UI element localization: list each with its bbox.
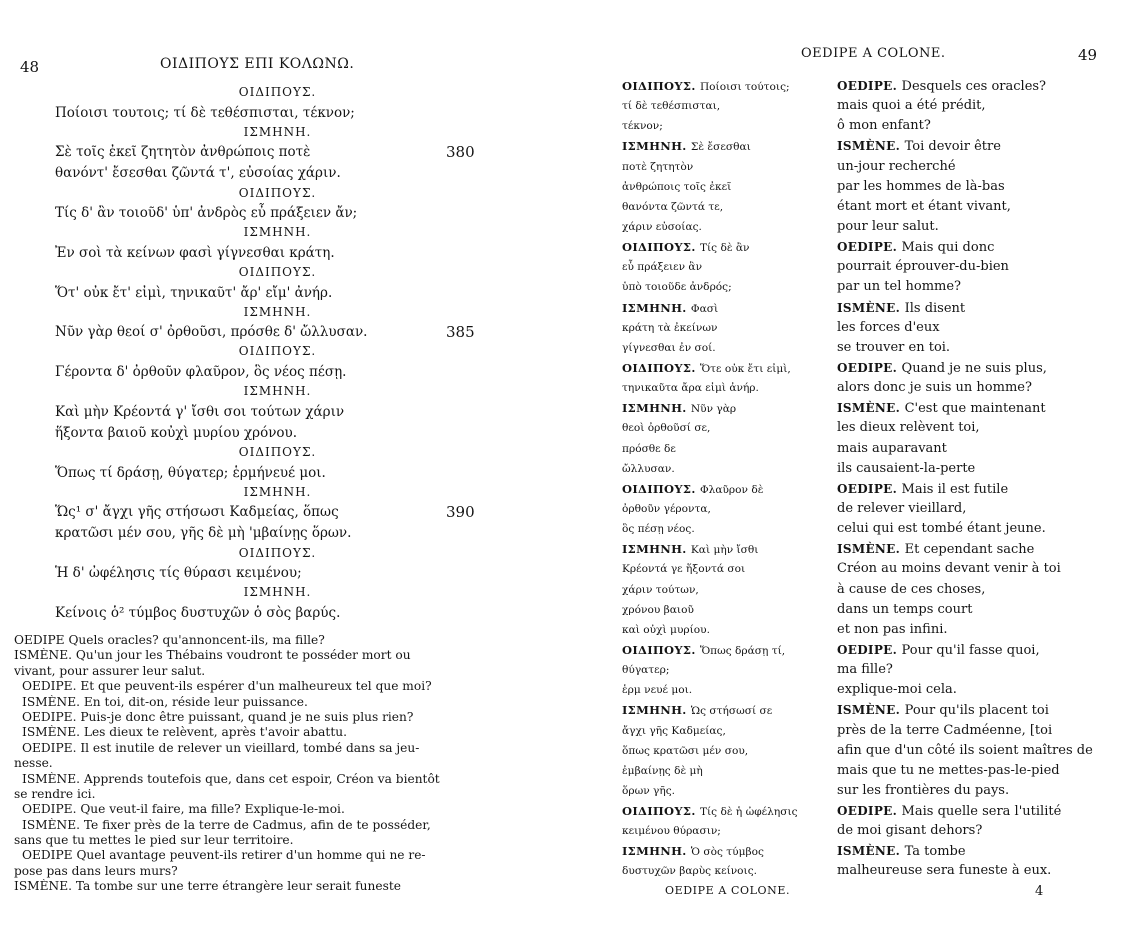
prose-line: ISMÈNE. Te fixer près de la terre de Cadmus, afin de te posséder,: [22, 817, 431, 832]
verse-line: [0, 563, 555, 584]
interlinear-line: [837, 600, 1097, 620]
line-text: δυστυχῶν βαρὺς κείνοις.: [622, 865, 757, 878]
line-text: θύγατερ;: [622, 664, 670, 677]
line-text: Ὅπως δράσῃ τί,: [699, 644, 786, 657]
interlinear-line: [837, 761, 1097, 781]
prose-line: nesse.: [14, 756, 53, 771]
line-text: Quand je ne suis plus,: [901, 360, 1047, 376]
line-text: χάριν τούτων,: [622, 583, 699, 596]
speaker-heading: ΟΙΔΙΠΟΥΣ.: [238, 265, 317, 279]
line-text: γίγνεσθαι ἐν σοί.: [622, 341, 716, 354]
right-running-head: OEDIPE A COLONE.: [801, 46, 946, 61]
line-text: Et cependant sache: [904, 542, 1035, 558]
line-text: dans un temps court: [837, 601, 973, 617]
speaker-label: OEDIPE.: [837, 240, 902, 255]
line-number: 380: [446, 143, 475, 162]
interlinear-line: [622, 358, 832, 378]
prose-line: ISMÈNE. En toi, dit-on, réside leur puissance.: [22, 694, 308, 709]
prose-line: OEDIPE. Il est inutile de relever un vieillard, tombé dans sa jeu-: [22, 740, 420, 755]
verse-line: [0, 142, 555, 163]
interlinear-line: [837, 459, 1097, 479]
line-text: κράτη τὰ ἐκείνων: [622, 321, 718, 334]
interlinear-line: [837, 640, 1097, 660]
prose-line: se rendre ici.: [14, 786, 96, 801]
speaker-label: ΙΣΜΗΝΗ.: [622, 300, 691, 315]
speaker-label: ISMÈNE.: [837, 139, 905, 154]
interlinear-line: [622, 318, 832, 338]
verse-line: [0, 203, 555, 224]
line-text: Pour qu'ils placent toi: [904, 703, 1049, 719]
speaker-label: ΙΣΜΗΝΗ.: [622, 844, 691, 859]
french-interlinear-column: [837, 76, 1097, 882]
line-text: explique-moi cela.: [837, 682, 957, 698]
line-text: Σὲ ἔσεσθαι: [690, 141, 751, 154]
line-text: ὃς πέσῃ νέος.: [622, 523, 695, 536]
speaker-label: ΙΣΜΗΝΗ.: [622, 139, 691, 154]
verse-line: [0, 362, 555, 383]
verse-text: Σὲ τοῖς ἐκεῖ ζητητὸν ἀνθρώποις ποτὲ: [55, 144, 311, 161]
interlinear-line: [837, 781, 1097, 801]
interlinear-line: [837, 177, 1097, 197]
speaker-label: ΟΙΔΙΠΟΥΣ.: [622, 481, 700, 496]
verse-line: [0, 402, 555, 423]
line-text: Φασὶ: [690, 302, 719, 315]
interlinear-line: [837, 237, 1097, 257]
line-text: près de la terre Cadméenne, [toi: [837, 722, 1053, 738]
interlinear-line: [622, 559, 832, 579]
interlinear-line: [622, 841, 832, 861]
interlinear-line: [837, 96, 1097, 116]
left-running-head: ΟΙΔΙΠΟΥΣ ΕΠΙ ΚΟΛΩΝΩ.: [160, 56, 355, 72]
speaker-label: ΟΙΔΙΠΟΥΣ.: [622, 360, 700, 375]
line-text: Mais quelle sera l'utilité: [901, 804, 1062, 820]
interlinear-line: [837, 841, 1097, 861]
line-text: Ta tombe: [904, 844, 966, 860]
prose-line: ISMÈNE. Ta tombe sur une terre étrangère leur serait funeste: [14, 879, 401, 894]
interlinear-line: [837, 298, 1097, 318]
prose-line: pose pas dans leurs murs?: [14, 863, 178, 878]
interlinear-line: [837, 418, 1097, 438]
verse-line: [0, 463, 555, 484]
verse-line: [0, 423, 555, 444]
line-text: Ποίοισι τούτοις;: [699, 81, 790, 93]
interlinear-line: [837, 257, 1097, 277]
verse-line: [0, 603, 555, 624]
prose-line: OEDIPE Quels oracles? qu'annoncent-ils, ma fille?: [14, 633, 325, 647]
interlinear-line: [622, 217, 832, 237]
line-text: Mais il est futile: [901, 481, 1009, 497]
line-text: Ils disent: [904, 300, 966, 316]
speaker-heading: ΙΣΜΗΝΗ.: [243, 225, 312, 240]
line-text: τέκνον;: [622, 120, 663, 133]
interlinear-line: [837, 479, 1097, 499]
interlinear-line: [622, 237, 832, 257]
line-text: de moi gisant dehors?: [837, 823, 983, 839]
line-text: τηνικαῦτα ἄρα εἰμὶ ἀνήρ.: [622, 382, 759, 395]
line-text: ὤλλυσαν.: [622, 462, 675, 475]
line-text: Νῦν γὰρ: [690, 403, 737, 416]
interlinear-line: [622, 418, 832, 438]
line-number: 385: [446, 323, 475, 342]
speaker-label: ΟΙΔΙΠΟΥΣ.: [622, 240, 700, 255]
interlinear-line: [837, 217, 1097, 237]
line-text: εὖ πράξειεν ἂν: [622, 261, 703, 274]
line-text: ἑρμ νευέ μοι.: [622, 684, 693, 697]
bottom-running-title: OEDIPE A COLONE.: [665, 884, 791, 897]
interlinear-line: [837, 136, 1097, 156]
verse-line: [0, 502, 555, 523]
interlinear-line: [837, 559, 1097, 579]
line-text: se trouver en toi.: [837, 339, 951, 355]
speaker-heading: ΙΣΜΗΝΗ.: [243, 585, 312, 600]
speaker-label: ISMÈNE.: [837, 844, 905, 859]
interlinear-line: [837, 116, 1097, 136]
prose-line: ISMÈNE. Apprends toutefois que, dans cet espoir, Créon va bientôt: [22, 771, 440, 786]
line-text: afin que d'un côté ils soient maîtres de: [837, 742, 1093, 758]
verse-line: [0, 243, 555, 264]
line-text: τί δὲ τεθέσπισται,: [622, 100, 721, 113]
interlinear-line: [837, 439, 1097, 459]
line-text: κειμένου θύρασιν;: [622, 825, 721, 838]
line-text: et non pas infini.: [837, 621, 948, 637]
line-text: celui qui est tombé étant jeune.: [837, 521, 1046, 537]
interlinear-line: [837, 76, 1097, 96]
interlinear-line: [622, 519, 832, 539]
interlinear-line: [622, 640, 832, 660]
interlinear-line: [622, 177, 832, 197]
signature-mark: 4: [1035, 884, 1044, 899]
line-text: les forces d'eux: [837, 319, 940, 335]
interlinear-line: [622, 116, 832, 136]
prose-line: OEDIPE. Puis-je donc être puissant, quand je ne suis plus rien?: [22, 709, 414, 724]
line-text: à cause de ces choses,: [837, 581, 986, 597]
interlinear-line: [622, 136, 832, 156]
interlinear-line: [837, 721, 1097, 741]
interlinear-line: [837, 620, 1097, 640]
speaker-heading: ΙΣΜΗΝΗ.: [243, 304, 312, 319]
right-page: [565, 0, 1133, 948]
line-text: ποτὲ ζητητὸν: [622, 160, 694, 173]
interlinear-line: [837, 318, 1097, 338]
speaker-label: ΟΙΔΙΠΟΥΣ.: [622, 79, 700, 93]
speaker-label: OEDIPE.: [837, 79, 902, 93]
speaker-heading: ΙΣΜΗΝΗ.: [243, 384, 312, 399]
line-text: ma fille?: [837, 662, 893, 678]
interlinear-line: [622, 298, 832, 318]
line-text: Καὶ μὴν ἴσθι: [690, 544, 759, 557]
line-text: de relever vieillard,: [837, 500, 967, 516]
interlinear-line: [837, 519, 1097, 539]
line-text: Mais qui donc: [901, 240, 995, 256]
line-text: Pour qu'il fasse quoi,: [901, 642, 1040, 658]
speaker-label: OEDIPE.: [837, 360, 902, 375]
prose-line: vivant, pour assurer leur salut.: [14, 663, 206, 678]
verse-line: [0, 103, 555, 124]
interlinear-line: [622, 741, 832, 761]
right-page-number: 49: [1078, 46, 1098, 64]
line-text: mais quoi a été prédit,: [837, 98, 986, 114]
verse-text: Ὅπως τί δράσῃ, θύγατερ; ἑρμήνευέ μοι.: [55, 464, 326, 481]
interlinear-line: [837, 358, 1097, 378]
interlinear-line: [622, 277, 832, 297]
line-text: Toi devoir être: [904, 139, 1001, 155]
verse-text: Ποίοισι τουτοις; τί δὲ τεθέσπισται, τέκνον;: [55, 104, 355, 121]
verse-text: ἥξοντα βαιοῦ κοὐχὶ μυρίου χρόνου.: [55, 424, 298, 441]
speaker-label: ΟΙΔΙΠΟΥΣ.: [622, 804, 700, 819]
line-text: Τίς δὲ ἡ ὠφέλησις: [699, 806, 798, 819]
line-text: καὶ οὐχὶ μυρίου.: [622, 623, 710, 636]
line-number: 390: [446, 503, 475, 522]
line-text: par un tel homme?: [837, 279, 962, 295]
line-text: C'est que maintenant: [904, 401, 1046, 417]
speaker-label: OEDIPE.: [837, 481, 902, 496]
prose-line: ISMÈNE. Qu'un jour les Thébains voudront te posséder mort ou: [14, 648, 411, 663]
speaker-heading: ΙΣΜΗΝΗ.: [243, 484, 312, 499]
interlinear-line: [622, 821, 832, 841]
line-text: Desquels ces oracles?: [901, 79, 1047, 94]
verse-line: [0, 283, 555, 304]
speaker-heading: ΟΙΔΙΠΟΥΣ.: [238, 344, 317, 359]
greek-interlinear-column: [622, 76, 832, 882]
interlinear-line: [622, 539, 832, 559]
prose-line: OEDIPE. Que veut-il faire, ma fille? Explique-le-moi.: [22, 802, 345, 817]
interlinear-line: [622, 600, 832, 620]
prose-line: ISMÈNE. Les dieux te relèvent, après t'avoir abattu.: [22, 725, 347, 740]
interlinear-line: [837, 801, 1097, 821]
interlinear-line: [622, 479, 832, 499]
interlinear-line: [837, 700, 1097, 720]
interlinear-line: [622, 499, 832, 519]
interlinear-line: [622, 761, 832, 781]
speaker-label: ΙΣΜΗΝΗ.: [622, 703, 691, 718]
interlinear-line: [622, 781, 832, 801]
interlinear-line: [622, 721, 832, 741]
line-text: ἄγχι γῆς Καδμείας,: [622, 724, 726, 737]
interlinear-line: [622, 398, 832, 418]
line-text: θανόντα ζῶντά τε,: [622, 200, 724, 213]
speaker-heading: ΟΙΔΙΠΟΥΣ.: [238, 445, 317, 459]
interlinear-line: [837, 398, 1097, 418]
interlinear-line: [837, 580, 1097, 600]
interlinear-line: [837, 338, 1097, 358]
interlinear-line: [622, 197, 832, 217]
verse-text: Καὶ μὴν Κρέοντά γ' ἴσθι σοι τούτων χάριν: [55, 403, 345, 420]
line-text: ἐμβαίνῃς δὲ μὴ: [622, 764, 703, 777]
interlinear-line: [622, 96, 832, 116]
interlinear-line: [837, 821, 1097, 841]
speaker-label: ISMÈNE.: [837, 300, 905, 315]
left-page-number: 48: [20, 58, 40, 76]
interlinear-line: [837, 197, 1097, 217]
line-text: un-jour recherché: [837, 158, 956, 174]
line-text: Créon au moins devant venir à toi: [837, 561, 1061, 577]
verse-text: Ὥς¹ σ' ἄγχι γῆς στήσωσι Καδμείας, ὅπως: [55, 504, 339, 521]
line-text: les dieux relèvent toi,: [837, 420, 980, 436]
interlinear-line: [622, 257, 832, 277]
interlinear-line: [837, 741, 1097, 761]
prose-line: OEDIPE. Et que peuvent-ils espérer d'un malheureux tel que moi?: [22, 679, 432, 694]
line-text: Φλαῦρον δὲ: [699, 483, 764, 496]
verse-line: [0, 322, 555, 343]
interlinear-line: [837, 157, 1097, 177]
interlinear-line: [622, 378, 832, 398]
interlinear-line: [622, 680, 832, 700]
interlinear-line: [837, 378, 1097, 398]
line-text: Κρέοντά γε ἥξοντά σοι: [622, 563, 746, 576]
verse-text: Ὅτ' οὐκ ἔτ' εἰμὶ, τηνικαῦτ' ἄρ' εἴμ' ἀνήρ.: [55, 284, 333, 301]
line-text: pour leur salut.: [837, 218, 939, 234]
verse-text: Νῦν γὰρ θεοί σ' ὀρθοῦσι, πρόσθε δ' ὤλλυσαν.: [55, 324, 368, 341]
speaker-heading: ΟΙΔΙΠΟΥΣ.: [238, 85, 317, 99]
interlinear-line: [622, 801, 832, 821]
verse-text: Ἐν σοὶ τὰ κείνων φασὶ γίγνεσθαι κράτη.: [55, 244, 335, 261]
interlinear-line: [622, 580, 832, 600]
verse-line: [0, 523, 555, 544]
speaker-label: ΙΣΜΗΝΗ.: [622, 542, 691, 557]
verse-text: κρατῶσι μέν σου, γῆς δὲ μὴ 'μβαίνῃς ὅρων.: [55, 525, 352, 542]
interlinear-line: [622, 439, 832, 459]
interlinear-line: [837, 539, 1097, 559]
prose-line: OEDIPE Quel avantage peuvent-ils retirer d'un homme qui ne re-: [22, 848, 426, 863]
speaker-heading: ΙΣΜΗΝΗ.: [243, 124, 312, 139]
speaker-label: ΙΣΜΗΝΗ.: [622, 401, 691, 416]
interlinear-line: [622, 76, 832, 96]
line-text: Τίς δὲ ἂν: [699, 242, 750, 255]
verse-text: Ἡ δ' ὠφέλησις τίς θύρασι κειμένου;: [55, 565, 302, 582]
interlinear-line: [837, 277, 1097, 297]
line-text: par les hommes de là-bas: [837, 178, 1005, 194]
line-text: ils causaient-la-perte: [837, 460, 976, 476]
speaker-label: ΟΙΔΙΠΟΥΣ.: [622, 642, 700, 657]
speaker-label: ISMÈNE.: [837, 703, 905, 718]
interlinear-line: [837, 499, 1097, 519]
line-text: πρόσθε δε: [622, 442, 676, 455]
verse-text: Τίς δ' ἂν τοιοῦδ' ὑπ' ἀνδρὸς εὖ πράξειεν ἄν;: [55, 205, 358, 222]
speaker-heading: ΟΙΔΙΠΟΥΣ.: [238, 545, 317, 560]
line-text: θεοὶ ὀρθοῦσί σε,: [622, 422, 711, 435]
interlinear-line: [622, 861, 832, 881]
line-text: ὅρων γῆς.: [622, 784, 676, 797]
line-text: ὅπως κρατῶσι μέν σου,: [622, 744, 749, 757]
interlinear-line: [837, 861, 1097, 881]
line-text: Ὡς στήσωσί σε: [690, 705, 773, 718]
left-page: [0, 0, 555, 948]
speaker-label: OEDIPE.: [837, 642, 902, 657]
interlinear-line: [837, 680, 1097, 700]
line-text: ἀνθρώποις τοῖς ἐκεῖ: [622, 180, 732, 193]
line-text: étant mort et étant vivant,: [837, 198, 1011, 214]
line-text: mais auparavant: [837, 440, 947, 456]
speaker-label: ISMÈNE.: [837, 542, 905, 557]
interlinear-line: [622, 700, 832, 720]
line-text: ô mon enfant?: [837, 118, 931, 134]
speaker-label: ISMÈNE.: [837, 401, 905, 416]
line-text: sur les frontières du pays.: [837, 782, 1010, 798]
line-text: χάριν εὐσοίας.: [622, 220, 702, 233]
speaker-heading: ΟΙΔΙΠΟΥΣ.: [238, 185, 317, 200]
interlinear-line: [622, 157, 832, 177]
interlinear-line: [837, 660, 1097, 680]
line-text: Ὅτε οὐκ ἔτι εἰμὶ,: [699, 362, 791, 375]
line-text: Ὁ σὸς τύμβος: [690, 846, 764, 859]
line-text: mais que tu ne mettes-pas-le-pied: [837, 762, 1060, 778]
interlinear-line: [622, 459, 832, 479]
interlinear-line: [622, 660, 832, 680]
interlinear-line: [622, 338, 832, 358]
verse-text: Γέροντα δ' ὀρθοῦν φλαῦρον, ὃς νέος πέσῃ.: [55, 363, 347, 380]
speaker-label: OEDIPE.: [837, 804, 902, 819]
verse-text: Κείνοις ὁ² τύμβος δυστυχῶν ὁ σὸς βαρύς.: [55, 604, 341, 621]
line-text: malheureuse sera funeste à eux.: [837, 863, 1052, 879]
interlinear-line: [622, 620, 832, 640]
prose-line: sans que tu mettes le pied sur leur territoire.: [14, 833, 294, 848]
line-text: pourrait éprouver-du-bien: [837, 259, 1009, 275]
line-text: χρόνου βαιοῦ: [622, 603, 694, 616]
line-text: ὀρθοῦν γέροντα,: [622, 502, 711, 515]
line-text: ὑπὸ τοιοῦδε ἀνδρός;: [622, 281, 732, 294]
line-text: alors donc je suis un homme?: [837, 380, 1032, 396]
verse-text: θανόντ' ἔσεσθαι ζῶντά τ', εὐσοίας χάριν.: [55, 165, 341, 182]
verse-line: [0, 163, 555, 184]
french-prose-translation: [14, 633, 484, 895]
